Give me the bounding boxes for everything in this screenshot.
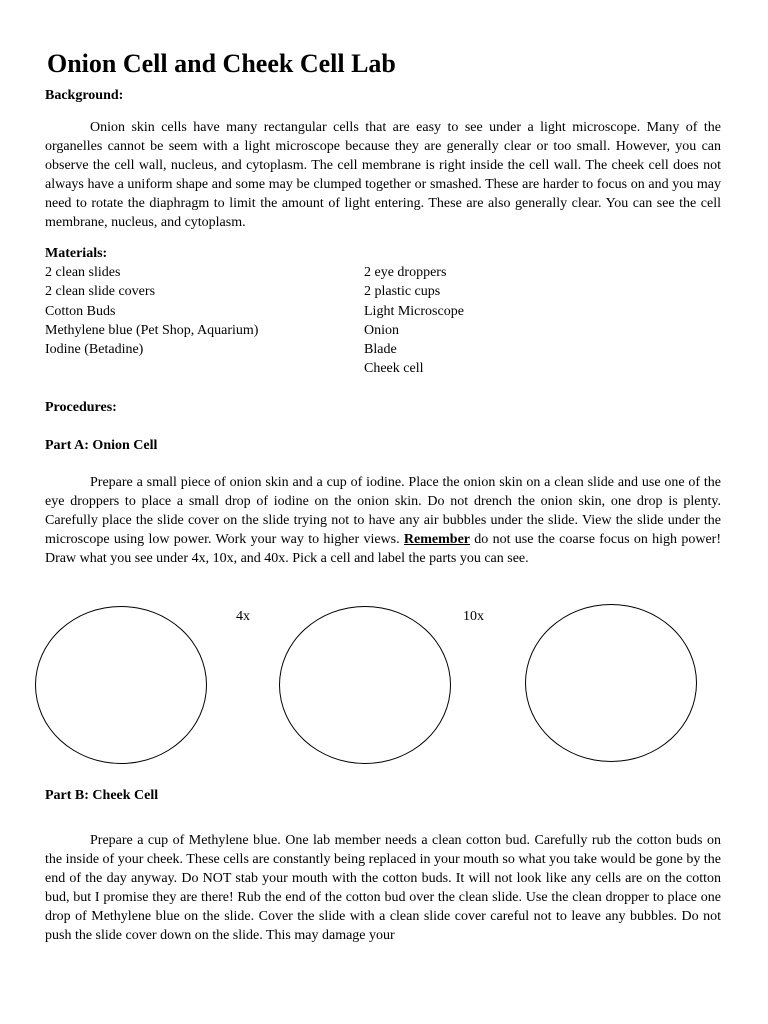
magnification-label-4x: 4x <box>236 609 250 624</box>
magnification-label-10x: 10x <box>463 609 484 624</box>
material-item: Light Microscope <box>364 303 464 319</box>
material-item: 2 eye droppers <box>364 265 447 280</box>
materials-heading: Materials: <box>45 246 108 261</box>
part-a-paragraph <box>45 473 721 568</box>
part-a-heading: Part A: Onion Cell <box>45 438 158 453</box>
drawing-circle-40x <box>525 604 697 762</box>
material-item: 2 clean slides <box>45 265 121 280</box>
drawing-circle-4x <box>35 606 207 764</box>
remember-emphasis: Remember <box>403 532 470 547</box>
part-a-text-after: do not use the coarse focus on high power! Draw what you see under 4x, 10x, and 40x. Pick a cell and label the parts you can see. <box>45 532 721 566</box>
material-item: Cheek cell <box>364 361 424 377</box>
material-item: 2 clean slide covers <box>45 284 156 300</box>
material-item: Cotton Buds <box>45 303 116 319</box>
background-heading: Background: <box>45 88 124 103</box>
material-item: 2 plastic cups <box>364 284 441 300</box>
materials-left-list <box>45 263 258 359</box>
procedures-heading: Procedures: <box>45 400 117 415</box>
material-item: Blade <box>364 342 397 358</box>
part-a-text-before: Prepare a small piece of onion skin and a cup of iodine. Place the onion skin on a clean slide and use one of the eye droppers to place a small drop of iodine on the onion skin. Do not drench the onion skin, one drop is plenty. Carefully place the slide cover on the slide trying not to have any air bubbles under the slide. View the slide under the microscope using low power. Work your way to higher views. <box>45 475 721 547</box>
part-b-paragraph: Prepare a cup of Methylene blue. One lab member needs a clean cotton bud. Carefully rub the cotton buds on the inside of your cheek. These cells are constantly being replaced in your mouth so what you take would be gone by the end of the day anyway. Do NOT stab your mouth with the cotton buds. It will not look like any cells are on the cotton bud, but I promise they are there! Rub the end of the cotton bud over the clean slide. Use the clean dropper to place one drop of Methylene blue on the slide. Cover the slide with a clean slide cover careful not to leave any bubbles. Do not push the slide cover down on the slide. This may damage your <box>45 833 721 943</box>
material-item: Methylene blue (Pet Shop, Aquarium) <box>45 322 259 338</box>
part-b-heading: Part B: Cheek Cell <box>45 788 159 803</box>
material-item: Iodine (Betadine) <box>45 342 144 358</box>
background-paragraph: Onion skin cells have many rectangular cells that are easy to see under a light microscope. Many of the organelles cannot be seem with a light microscope because they are generally clear or too small. However, you can observe the cell wall, nucleus, and cytoplasm. The cell membrane is right inside the cell wall. The cheek cell does not always have a uniform shape and some may be clumped together or smashed. These are harder to focus on and you may need to rotate the diaphragm to limit the amount of light entering. These are also generally clear. You can see the cell membrane, nucleus, and cytoplasm. <box>45 120 721 230</box>
material-item: Onion <box>364 322 399 338</box>
page-title: Onion Cell and Cheek Cell Lab <box>47 49 396 78</box>
materials-right-list <box>364 263 464 379</box>
drawing-circle-10x <box>279 606 451 764</box>
